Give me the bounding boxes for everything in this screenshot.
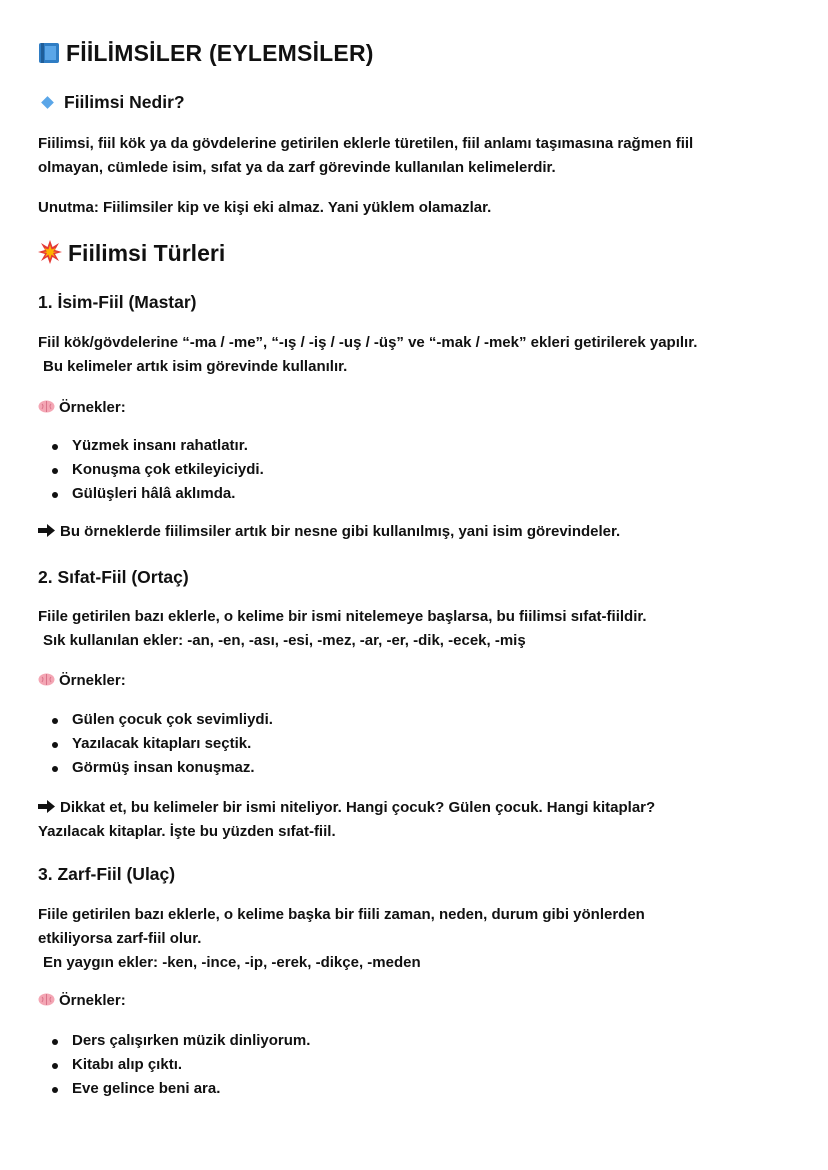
list-item: Gülüşleri hâlâ aklımda. (38, 482, 264, 506)
list-item: Kitabı alıp çıktı. (38, 1053, 310, 1077)
book-icon (38, 42, 60, 64)
list-item: Konuşma çok etkileyiciydi. (38, 458, 264, 482)
section-heading: 3. Zarf-Fiil (Ulaç) (38, 864, 176, 884)
examples-label: Örnekler: (38, 989, 126, 1013)
list-item: Görmüş insan konuşmaz. (38, 756, 273, 780)
examples-label: Örnekler: (38, 669, 126, 693)
section-description: Fiil kök/gövdelerine “-ma / -me”, “-ış / -iş / -uş / -üş” ve “-mak / -mek” ekleri getirilerek yapılır. Bu kelimeler artık isim görevinde kullanılır. (38, 334, 698, 375)
list-item: Ders çalışırken müzik dinliyorum. (38, 1029, 310, 1053)
section-conclusion: Bu örneklerde fiilimsiler artık bir nesne gibi kullanılmış, yani isim görevindeler. (38, 520, 620, 544)
section-conclusion: Dikkat et, bu kelimeler bir ismi niteliyor. Hangi çocuk? Gülen çocuk. Hangi kitaplar? Yazılacak kitaplar. İşte bu yüzden sıfat-fiil. (38, 799, 656, 840)
types-heading: Fiilimsi Türleri (38, 240, 225, 267)
list-item: Yazılacak kitapları seçtik. (38, 732, 273, 756)
examples-list (38, 708, 273, 780)
brain-icon (38, 673, 55, 686)
brain-icon (38, 400, 55, 413)
section-description: Fiile getirilen bazı eklerle, o kelime başka bir fiili zaman, neden, durum gibi yönlerden etkiliyorsa zarf-fiil olur. En yaygın ekler: -ken, -ince, -ip, -erek, -dikçe, -meden (38, 906, 645, 971)
list-item: Gülen çocuk çok sevimliydi. (38, 708, 273, 732)
intro-heading: Fiilimsi Nedir? (38, 92, 185, 113)
document-title (38, 40, 374, 67)
section-heading: 2. Sıfat-Fiil (Ortaç) (38, 567, 189, 587)
examples-list (38, 1029, 310, 1101)
right-arrow-icon (38, 524, 55, 537)
examples-label: Örnekler: (38, 396, 126, 420)
title-text: FİİLİMSİLER (EYLEMSİLER) (66, 40, 374, 66)
section-heading: 1. İsim-Fiil (Mastar) (38, 292, 197, 312)
section-description: Fiile getirilen bazı eklerle, o kelime bir ismi nitelemeye başlarsa, bu fiilimsi sıfat-fiildir. Sık kullanılan ekler: -an, -en, -ası, -esi, -mez, -ar, -er, -dik, -ecek, -miş (38, 608, 647, 649)
intro-definition: Fiilimsi, fiil kök ya da gövdelerine getirilen eklerle türetilen, fiil anlamı taşımasına rağmen fiil olmayan, cümlede isim, sıfat ya da zarf görevinde kullanılan kelimelerdir. (38, 135, 694, 176)
list-item: Eve gelince beni ara. (38, 1077, 310, 1101)
diamond-icon (41, 96, 54, 109)
right-arrow-icon (38, 800, 55, 813)
examples-list (38, 434, 264, 506)
intro-note: Unutma: Fiilimsiler kip ve kişi eki almaz. Yani yüklem olamazlar. (38, 199, 492, 216)
brain-icon (38, 993, 55, 1006)
list-item: Yüzmek insanı rahatlatır. (38, 434, 264, 458)
collision-icon (38, 240, 62, 264)
